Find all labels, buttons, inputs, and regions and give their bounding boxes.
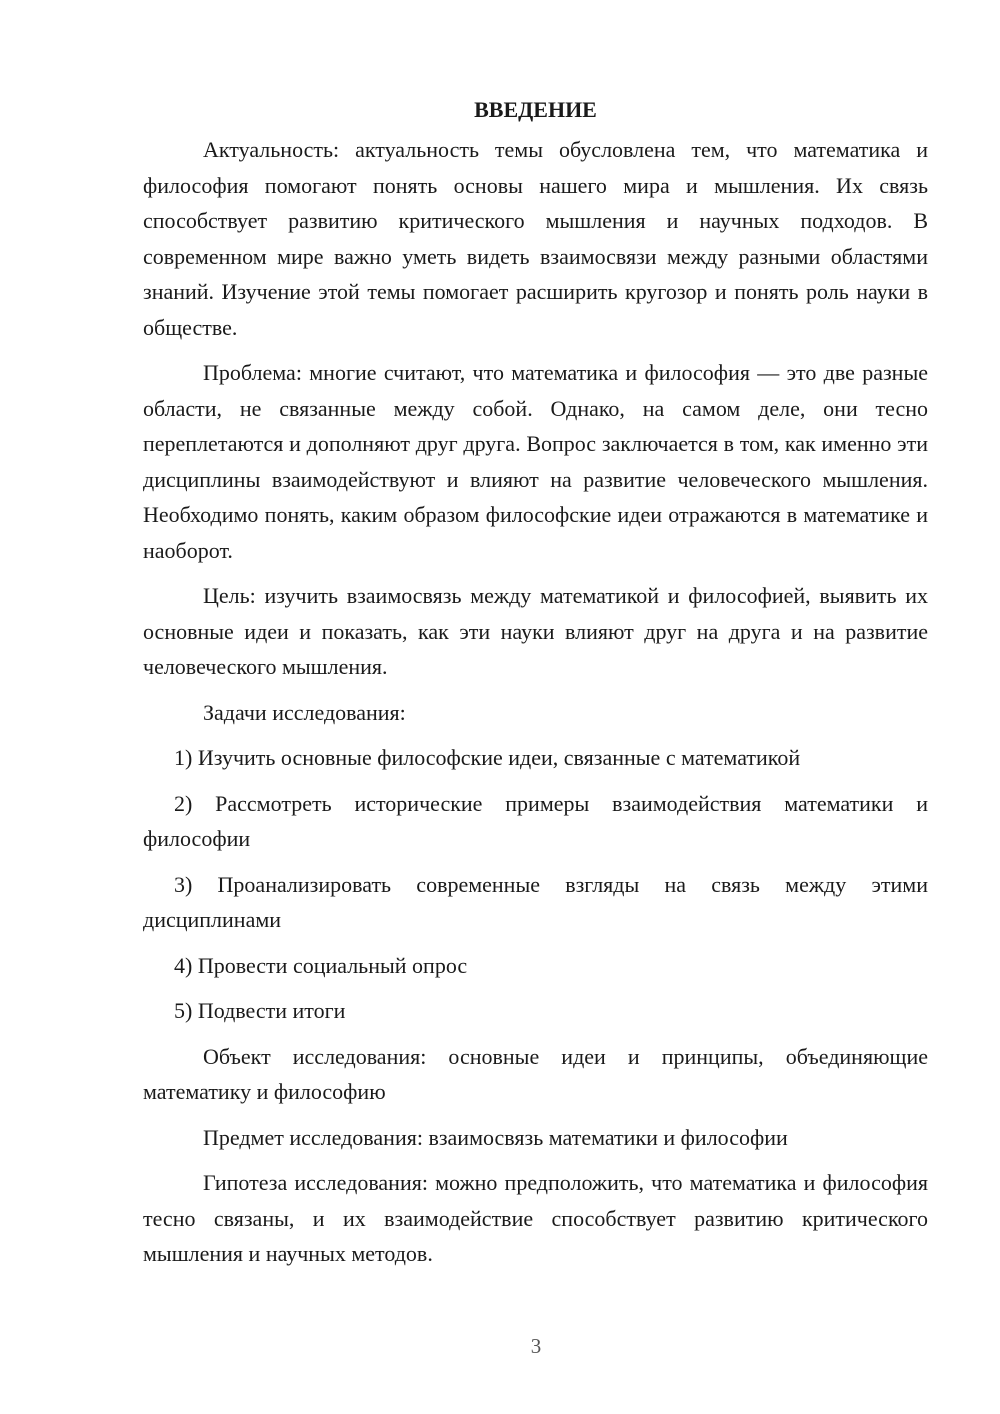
document-page: [143, 92, 928, 1282]
tasks-heading: Задачи исследования:: [203, 699, 406, 725]
paragraph-hypothesis: Гипотеза исследования: можно предположить, что математика и философия тесно связаны, и их взаимодействие способствует развитию критического мышления и научных методов.: [143, 1170, 928, 1266]
task-item: 3) Проанализировать современные взгляды на связь между этими дисциплинами: [143, 871, 928, 932]
task-item: 1) Изучить основные философские идеи, связанные с математикой: [174, 745, 801, 770]
document-title: ВВЕДЕНИЕ: [474, 97, 597, 122]
paragraph-subject: Предмет исследования: взаимосвязь математики и философии: [203, 1124, 788, 1150]
task-item: 4) Провести социальный опрос: [174, 952, 468, 978]
paragraph-problem: Проблема: многие считают, что математика и философия — это две разные области, не связанные между собой. Однако, на самом деле, они тесно переплетаются и дополняют друг друга. Вопрос заключается в том, как именно эти дисциплины взаимодействуют и влияют на развитие человеческого мышления. Необходимо понять, каким образом философские идеи отражаются в математике и наоборот.: [143, 360, 928, 563]
paragraph-relevance: Актуальность: актуальность темы обусловлена тем, что математика и философия помогают понять основы нашего мира и мышления. Их связь способствует развитию критического мышления и научных подходов. В современном мире важно уметь видеть взаимосвязи между разными областями знаний. Изучение этой темы помогает расширить кругозор и понять роль науки в обществе.: [143, 137, 928, 340]
paragraph-goal: Цель: изучить взаимосвязь между математикой и философией, выявить их основные идеи и показать, как эти науки влияют друг на друга и на развитие человеческого мышления.: [143, 583, 928, 679]
task-item: 5) Подвести итоги: [174, 998, 346, 1023]
page-number: 3: [530, 1334, 542, 1358]
paragraph-object: Объект исследования: основные идеи и принципы, объединяющие математику и философию: [143, 1043, 928, 1104]
task-item: 2) Рассмотреть исторические примеры взаимодействия математики и философии: [143, 790, 928, 851]
